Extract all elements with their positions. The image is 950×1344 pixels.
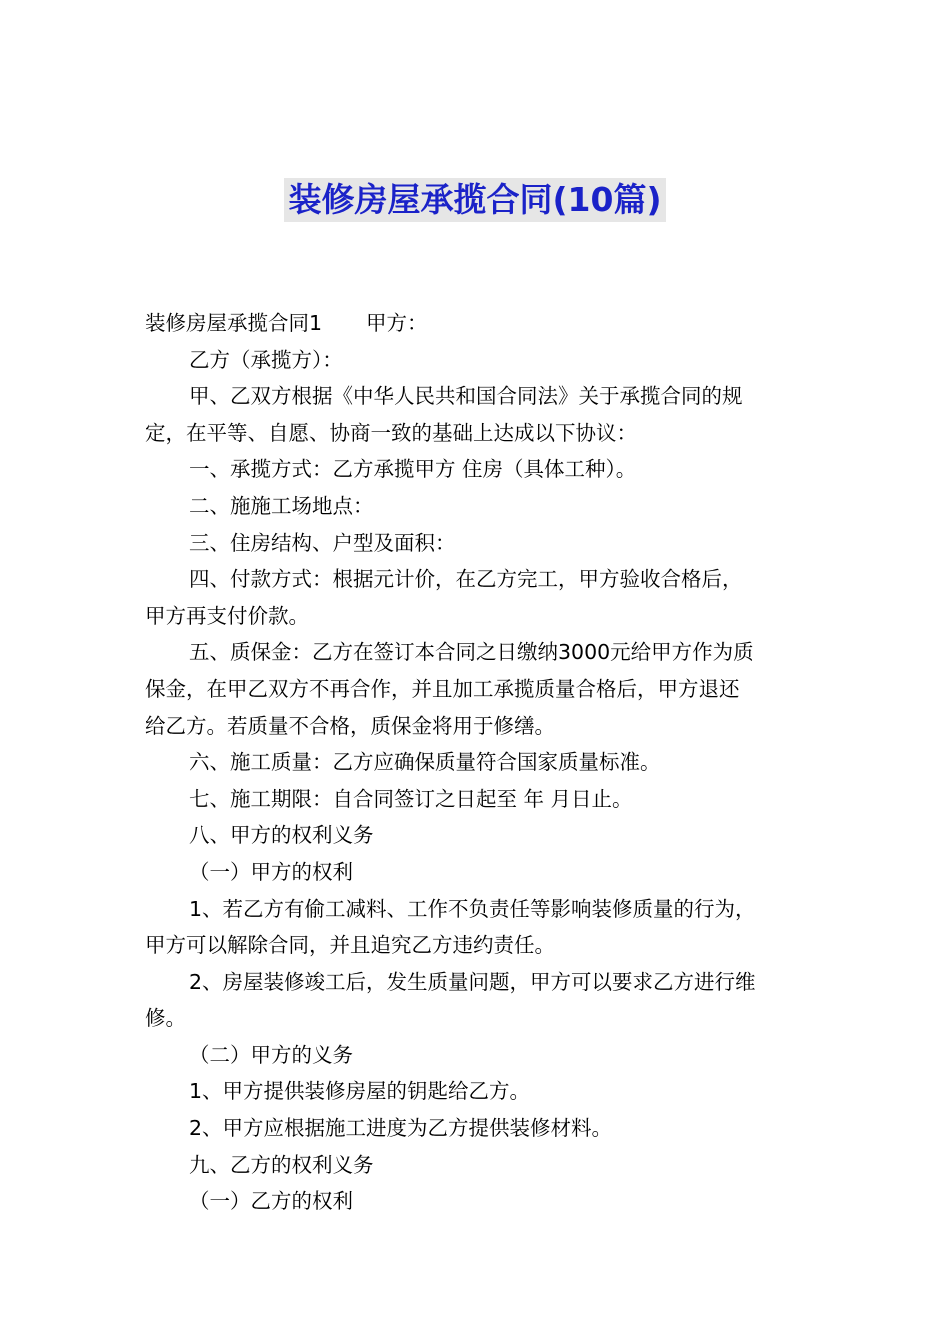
party-a-label: 甲方： [366,311,428,335]
section-heading: 装修房屋承揽合同1 [145,311,323,335]
clause-line: 二、施施工场地点： [189,493,374,518]
clause-line: 五、质保金：乙方在签订本合同之日缴纳3000元给甲方作为质 [189,640,754,665]
paragraph-line: 定，在平等、自愿、协商一致的基础上达成以下协议： [145,420,637,445]
clause-heading: 八、甲方的权利义务 [189,823,374,848]
clause-line: 四、付款方式：根据元计价，在乙方完工，甲方验收合格后， [189,567,743,592]
list-item: 2、甲方应根据施工进度为乙方提供装修材料。 [189,1116,613,1141]
clause-line: 三、住房结构、户型及面积： [189,530,456,555]
clause-line: 六、施工质量：乙方应确保质量符合国家质量标准。 [189,750,661,775]
subclause-heading: （二）甲方的义务 [189,1042,353,1067]
document-body [145,305,810,1220]
document-title: 装修房屋承揽合同(10篇) [284,178,665,222]
party-b-line: 乙方（承揽方）： [189,347,343,372]
clause-heading: 九、乙方的权利义务 [189,1152,374,1177]
clause-line: 甲方再支付价款。 [145,603,309,628]
clause-line: 给乙方。若质量不合格，质保金将用于修缮。 [145,713,555,738]
clause-line: 七、施工期限：自合同签订之日起至 年 月日止。 [189,786,633,811]
list-item: 甲方可以解除合同，并且追究乙方违约责任。 [145,933,555,958]
subclause-heading: （一）乙方的权利 [189,1189,353,1214]
clause-line: 保金，在甲乙双方不再合作，并且加工承揽质量合格后，甲方退还 [145,676,740,701]
list-item: 修。 [145,1006,186,1031]
heading-line [145,305,810,342]
subclause-heading: （一）甲方的权利 [189,859,353,884]
list-item: 1、若乙方有偷工减料、工作不负责任等影响装修质量的行为， [189,896,756,921]
paragraph-line: 甲、乙双方根据《中华人民共和国合同法》关于承揽合同的规 [189,384,743,409]
clause-line: 一、承揽方式：乙方承揽甲方 住房（具体工种）。 [189,457,637,482]
title-container [0,178,950,222]
list-item: 1、甲方提供装修房屋的钥匙给乙方。 [189,1079,531,1104]
list-item: 2、房屋装修竣工后，发生质量问题，甲方可以要求乙方进行维 [189,969,756,994]
